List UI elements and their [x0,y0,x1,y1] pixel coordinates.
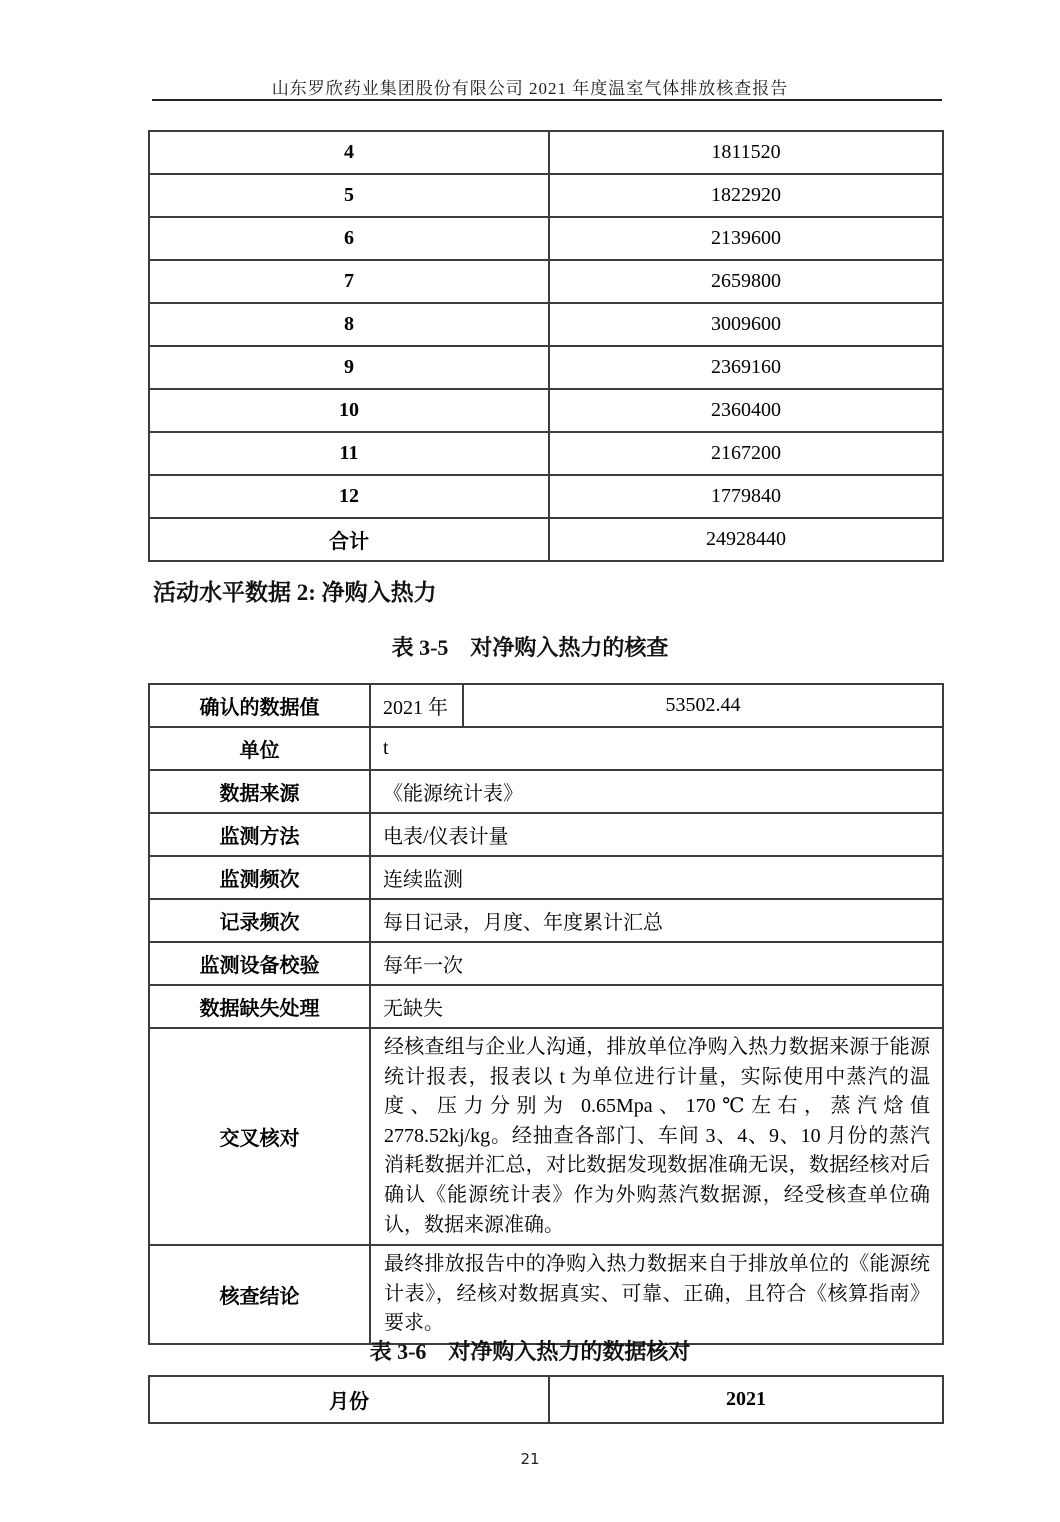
cross-check-row [149,1028,943,1245]
table-row [149,684,943,727]
monthly-data-table [148,130,944,562]
page-number: 21 [520,1450,540,1468]
table-row [149,727,943,770]
table-row [149,131,943,174]
row-value-cell: 每日记录，月度、年度累计汇总 [370,899,943,942]
table-row [149,856,943,899]
table-row [149,770,943,813]
conclusion-row [149,1245,943,1344]
value-cell: 2360400 [549,389,943,432]
month-cell: 7 [149,260,549,303]
data-check-table [148,1375,944,1424]
row-value-cell: 无缺失 [370,985,943,1028]
table-row [149,475,943,518]
row-label-cell: 监测方法 [149,813,370,856]
row-label-cell: 确认的数据值 [149,684,370,727]
table-row [149,942,943,985]
row-label-cell: 数据来源 [149,770,370,813]
cross-check-text-cell [370,1028,943,1245]
table-row [149,260,943,303]
value-cell: 1779840 [549,475,943,518]
header-rule [152,99,942,101]
table-3-6-title: 表 3-6 对净购入热力的数据核对 [369,1339,691,1364]
month-cell: 11 [149,432,549,475]
confirmed-value-cell: 53502.44 [463,684,943,727]
value-cell: 3009600 [549,303,943,346]
row-label-cell: 核查结论 [149,1245,370,1344]
row-value-cell: 《能源统计表》 [370,770,943,813]
value-cell: 2167200 [549,432,943,475]
table-row [149,813,943,856]
row-value-cell: 连续监测 [370,856,943,899]
table-total-row [149,518,943,561]
row-label-cell: 交叉核对 [149,1028,370,1245]
row-value-cell: 电表/仪表计量 [370,813,943,856]
table-row [149,899,943,942]
value-cell: 2139600 [549,217,943,260]
value-cell: 2369160 [549,346,943,389]
row-label-cell: 监测设备校验 [149,942,370,985]
row-value-cell: 每年一次 [370,942,943,985]
month-cell: 12 [149,475,549,518]
month-cell: 10 [149,389,549,432]
row-value-cell: t [370,727,943,770]
month-cell: 4 [149,131,549,174]
section-heading: 活动水平数据 2: 净购入热力 [153,580,437,605]
table-row [149,389,943,432]
year-cell: 2021 年 [370,684,463,727]
verification-table [148,683,944,1345]
table-row [149,174,943,217]
row-label-cell: 单位 [149,727,370,770]
value-cell: 1811520 [549,131,943,174]
table-row [149,303,943,346]
total-value-cell: 24928440 [549,518,943,561]
conclusion-text-cell [370,1245,943,1344]
month-cell: 9 [149,346,549,389]
report-header-title: 山东罗欣药业集团股份有限公司 2021 年度温室气体排放核查报告 [271,79,789,98]
month-header-cell: 月份 [149,1376,549,1423]
cross-check-paragraph: 经核查组与企业人沟通，排放单位净购入热力数据来源于能源统计报表，报表以 t 为单位进行计量，实际使用中蒸汽的温度、压力分别为 0.65Mpa、170℃左右，蒸汽焓值 2778.52kj/kg。经抽查各部门、车间 3、4、9、10 月份的蒸汽消耗数据并汇总，对比数据发现数据准确无误，数据经核对后确认《能源统计表》作为外购蒸汽数据源，经受核查单位确认，数据来源准确。 [384,1036,930,1236]
table-3-5-title: 表 3-5 对净购入热力的核查 [391,635,669,660]
table-row [149,217,943,260]
row-label-cell: 记录频次 [149,899,370,942]
value-cell: 2659800 [549,260,943,303]
header-row [149,1376,943,1423]
row-label-cell: 监测频次 [149,856,370,899]
value-cell: 1822920 [549,174,943,217]
total-label-cell: 合计 [149,518,549,561]
table-row [149,346,943,389]
row-label-cell: 数据缺失处理 [149,985,370,1028]
month-cell: 5 [149,174,549,217]
table-row [149,985,943,1028]
month-cell: 8 [149,303,549,346]
table-row [149,432,943,475]
year-header-cell: 2021 [549,1376,943,1423]
month-cell: 6 [149,217,549,260]
conclusion-paragraph: 最终排放报告中的净购入热力数据来自于排放单位的《能源统计表》，经核对数据真实、可靠、正确，且符合《核算指南》要求。 [384,1253,930,1335]
